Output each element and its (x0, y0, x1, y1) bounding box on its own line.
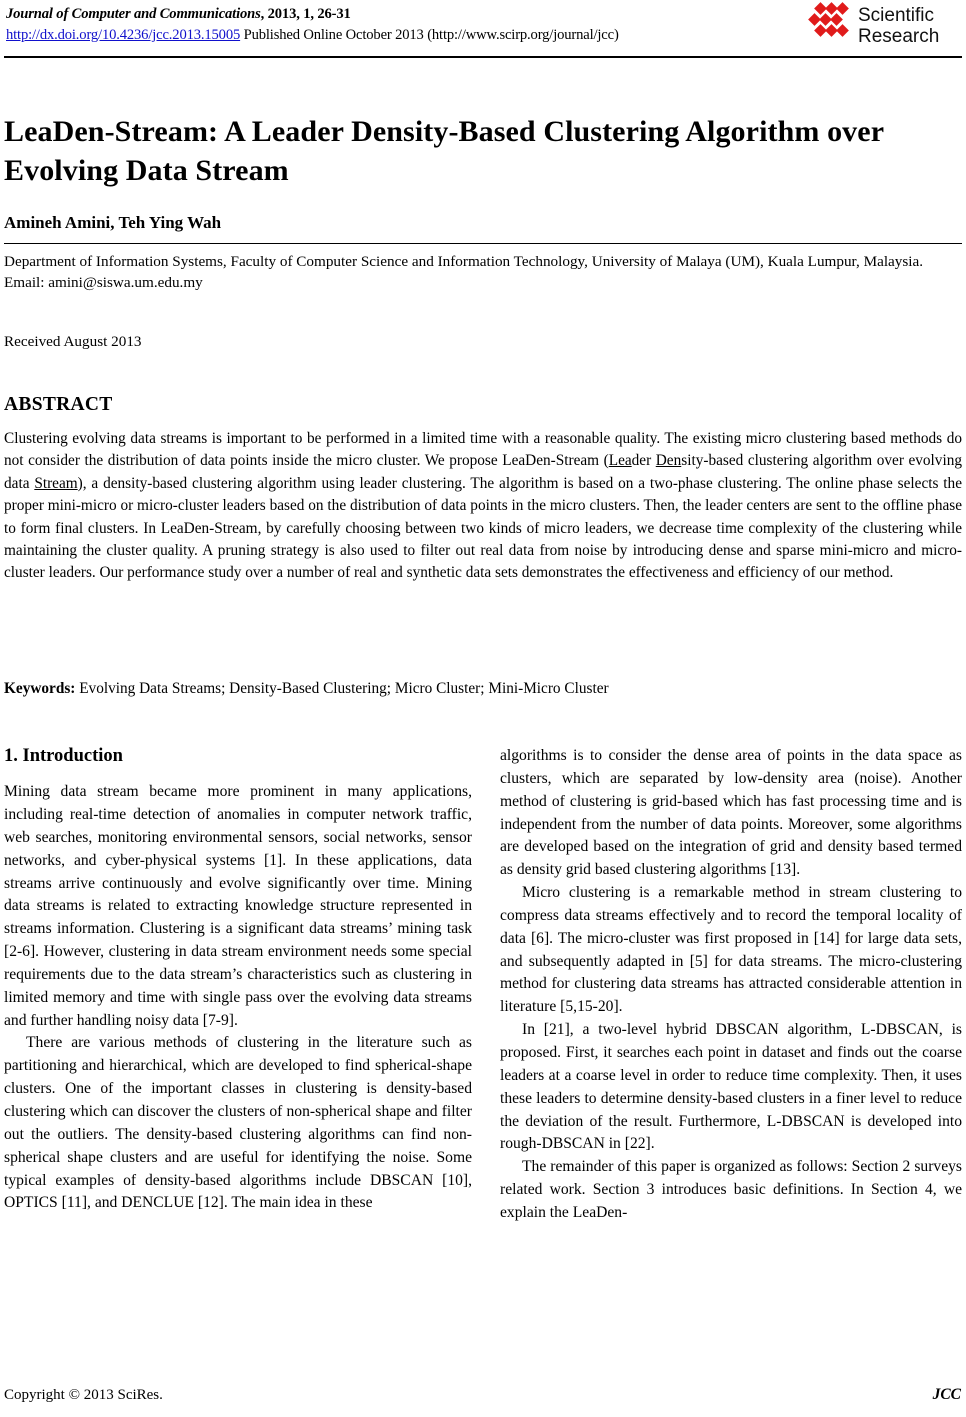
paragraph: In [21], a two-level hybrid DBSCAN algorithm, L-DBSCAN, is proposed. First, it searches each point in dataset and finds out the coarse leaders at a coarse level in order to reduce time complexity. Then, it uses these leaders to determine density-based clusters in a finer level to reduce the deviation of the result. Furthermore, L-DBSCAN is developed into rough-DBSCAN in [22]. (500, 1021, 962, 1153)
journal-citation: , 2013, 1, 26-31 (260, 6, 351, 22)
author-divider (4, 243, 962, 244)
scientific-research-logo (802, 2, 962, 52)
page-title: LeaDen-Stream: A Leader Density-Based Clustering Algorithm over Evolving Data Stream (4, 115, 884, 188)
abstract-underline-lea: Lea (608, 452, 632, 470)
abstract-part-2: der (631, 452, 656, 470)
author-list: Amineh Amini, Teh Ying Wah (4, 213, 222, 232)
footer-journal-abbrev: JCC (932, 1386, 961, 1403)
section-heading-introduction: 1. Introduction (4, 746, 123, 766)
body-column-left (4, 745, 472, 1215)
keywords-label: Keywords: (4, 680, 76, 697)
paragraph: Mining data stream became more prominent in many applications, including real-time detection of anomalies in computer network traffic, web searches, monitoring environmental sensors, social networks, sensor networks, and cyber-physical systems [1]. In these applications, data streams arrive continuously and evolve significantly over time. Mining data streams is related to extracting knowledge structure represented in streams information. Clustering is a significant data streams’ mining task [2-6]. However, clustering in data stream environment needs some special requirements due to the data stream’s characteristics such as clustering in limited memory and time with single pass over the evolving data streams and further handling noisy data [7-9]. (4, 783, 472, 1029)
paragraph: The remainder of this paper is organized as follows: Section 2 surveys related work. Section 3 introduces basic definitions. In Section 4, we explain the LeaDen- (500, 1158, 962, 1221)
doi-link[interactable]: http://dx.doi.org/10.4236/jcc.2013.15005 (6, 26, 241, 43)
abstract-part-4: ), a density-based clustering algorithm using leader clustering. The algorithm is based on a two-phase clustering. The online phase selects the proper mini-micro or micro-cluster leaders based on the distribution of data points in the micro clusters. Then, the leader centers are sent to the offline phase to form final clusters. In LeaDen-Stream, by carefully choosing between two kinds of micro leaders, we decrease time complexity of the clustering while maintaining the cluster quality. A pruning strategy is also used to filter out real data from noise by introducing dense and sparse mini-micro and micro-cluster leaders. Our performance study over a number of real and synthetic data sets demonstrates the effectiveness and efficiency of our method. (4, 474, 962, 582)
abstract-text (4, 428, 962, 585)
paragraph: algorithms is to consider the dense area of points in the data space as clusters, which are separated by low-density area (noise). Another method of clustering is grid-based which has fast processing time and is independent from the number of data points. Moreover, some algorithms are developed based on the integration of grid and density based termed as density grid based clustering algorithms [13]. (500, 747, 962, 879)
running-head (6, 4, 826, 45)
affiliation-block (4, 252, 962, 294)
body-column-right (500, 745, 962, 1225)
logo-line-1: Scientific (858, 5, 935, 26)
keywords-value: Evolving Data Streams; Density-Based Clustering; Micro Cluster; Mini-Micro Cluster (75, 680, 609, 697)
logo-line-2: Research (858, 26, 940, 47)
abstract-part-3: sity-based clustering algorithm over evolving data (4, 452, 962, 492)
keywords-block (4, 678, 962, 700)
footer-copyright: Copyright © 2013 SciRes. (4, 1387, 163, 1403)
abstract-underline-den: Den (655, 452, 682, 470)
paragraph: Micro clustering is a remarkable method in stream clustering to compress data streams effectively and to record the temporal locality of data [6]. The micro-cluster was first proposed in [14] for large data sets, and subsequently adapted in [5] for data streams. The micro-clustering method for clustering data streams has attracted considerable attention in literature [5,15-20]. (500, 884, 962, 1016)
abstract-heading: ABSTRACT (4, 394, 113, 415)
author-email: Email: amini@siswa.um.edu.my (4, 273, 203, 291)
header-divider (4, 56, 962, 58)
affiliation-line: Department of Information Systems, Faculty of Computer Science and Information Technology, University of Malaya (UM), Kuala Lumpur, Malaysia. (4, 253, 924, 270)
published-online-note: Published Online October 2013 (http://www.scirp.org/journal/jcc) (240, 26, 619, 43)
diamond-cluster-icon (808, 2, 849, 37)
abstract-underline-stream: Stream (34, 474, 78, 492)
journal-title: Journal of Computer and Communications (6, 6, 261, 22)
received-date: Received August 2013 (4, 333, 142, 350)
abstract-part-1: Clustering evolving data streams is important to be performed in a limited time with a reasonable quality. The existing micro clustering based methods do not consider the distribution of data points inside the micro cluster. We propose LeaDen-Stream ( (4, 430, 962, 470)
paragraph: There are various methods of clustering in the literature such as partitioning and hierarchical, which are developed to find spherical-shape clusters. One of the important classes in clustering is density-based clustering which can discover the clusters of non-spherical shape and filter out the outliers. The density-based clustering algorithms can find non-spherical shape clusters and are useful for identifying the noise. Some typical examples of density-based algorithms include DBSCAN [10], OPTICS [11], and DENCLUE [12]. The main idea in these (4, 1034, 472, 1212)
